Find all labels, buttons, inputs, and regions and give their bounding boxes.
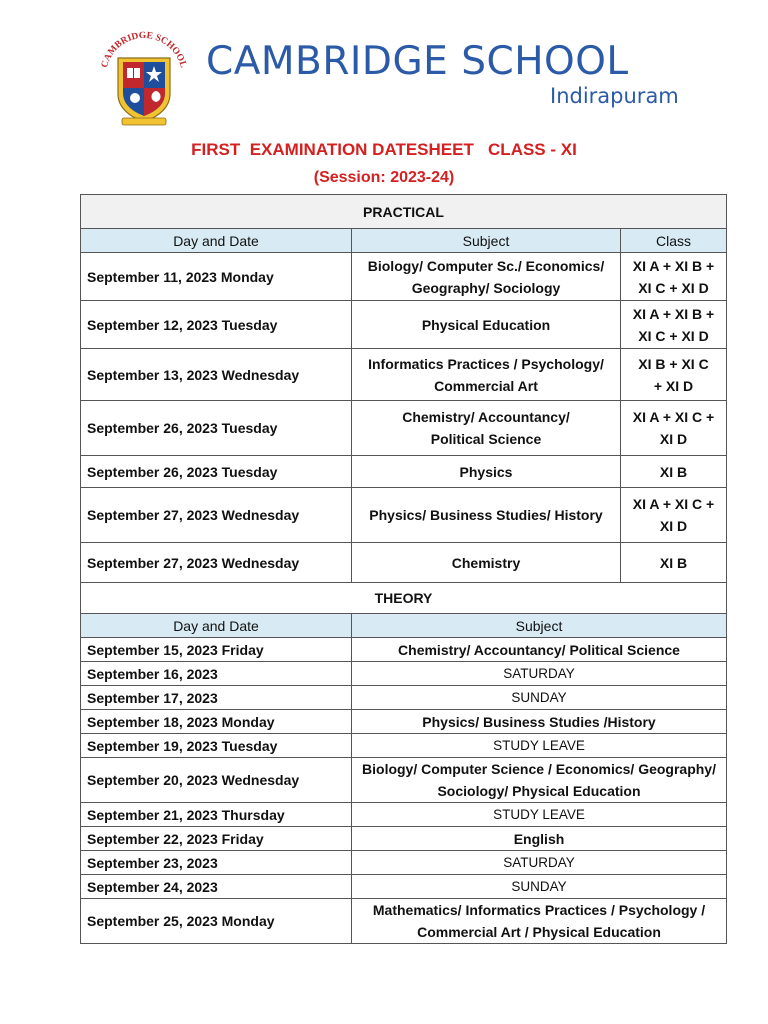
theory-subject [352,734,727,758]
practical-heading: PRACTICAL [81,195,727,229]
practical-col-2: Class [621,229,727,253]
theory-subject-line: STUDY LEAVE [493,806,585,822]
practical-subject-line: Chemistry [451,554,521,571]
theory-section-row [81,583,727,614]
theory-date: September 22, 2023 Friday [81,827,352,851]
practical-date: September 26, 2023 Tuesday [81,456,352,488]
theory-subject-line: STUDY LEAVE [493,737,585,753]
practical-subject [352,301,621,349]
theory-date: September 16, 2023 [81,662,352,686]
practical-class-line: XI A + XI C + [632,409,715,425]
theory-subject-line: SUNDAY [511,878,567,894]
practical-class [621,456,727,488]
practical-subject [352,253,621,301]
practical-date: September 11, 2023 Monday [81,253,352,301]
practical-class-line: XI B [659,554,688,571]
practical-class-line: XI C + XI D [638,327,709,344]
practical-class [621,253,727,301]
theory-subject [352,710,727,734]
table-row [81,488,727,543]
theory-date: September 20, 2023 Wednesday [81,758,352,803]
table-row [81,827,727,851]
table-row [81,803,727,827]
session-subtitle: (Session: 2023-24) [313,169,455,186]
practical-subject [352,401,621,456]
theory-date: September 23, 2023 [81,851,352,875]
practical-subject-line: Informatics Practices / Psychology/ [368,355,604,372]
practical-class-line: + XI D [653,377,694,394]
theory-column-header [81,614,727,638]
practical-class-line: XI B + XI C [638,355,709,372]
theory-subject-line: Chemistry/ Accountancy/ Political Science [398,641,680,658]
theory-subject-line: Commercial Art / Physical Education [417,924,661,940]
theory-subject [352,875,727,899]
school-location: Indirapuram [550,84,679,108]
theory-date: September 15, 2023 Friday [81,638,352,662]
theory-subject-line: SATURDAY [503,854,575,870]
practical-class [621,488,727,543]
theory-subject-line: English [513,830,565,847]
practical-col-1: Subject [352,229,621,253]
practical-subject [352,456,621,488]
theory-col-0: Day and Date [81,614,352,638]
practical-section-row [81,195,727,229]
practical-class-line: XI B [659,463,688,480]
practical-date: September 12, 2023 Tuesday [81,301,352,349]
page-title: FIRST EXAMINATION DATESHEET CLASS - XI [191,140,577,159]
table-row [81,543,727,583]
theory-date: September 21, 2023 Thursday [81,803,352,827]
practical-subject [352,543,621,583]
practical-class-line: XI D [659,431,688,447]
page-header [0,0,768,186]
practical-subject [352,488,621,543]
theory-heading: THEORY [81,583,727,614]
practical-date: September 13, 2023 Wednesday [81,349,352,401]
table-row [81,734,727,758]
theory-subject [352,758,727,803]
practical-class-line: XI D [659,518,688,534]
school-crest-logo [96,30,192,130]
practical-column-header [81,229,727,253]
theory-date: September 18, 2023 Monday [81,710,352,734]
theory-col-1: Subject [352,614,727,638]
practical-class-line: XI A + XI B + [632,257,715,274]
practical-class [621,543,727,583]
table-row [81,456,727,488]
theory-date: September 17, 2023 [81,686,352,710]
theory-subject [352,851,727,875]
practical-subject [352,349,621,401]
theory-subject [352,827,727,851]
practical-subject-line: Commercial Art [434,377,538,394]
practical-class-line: XI C + XI D [638,279,709,296]
theory-subject-line: Mathematics/ Informatics Practices / Psychology / [372,902,706,918]
datesheet-table [80,194,727,944]
practical-subject-line: Political Science [430,431,542,447]
table-row [81,349,727,401]
practical-subject-line: Physics [459,463,513,480]
practical-date: September 26, 2023 Tuesday [81,401,352,456]
table-row [81,401,727,456]
practical-subject-line: Geography/ Sociology [411,279,561,296]
practical-class-line: XI A + XI B + [632,305,715,322]
practical-date: September 27, 2023 Wednesday [81,488,352,543]
practical-subject-line: Physical Education [421,316,551,333]
theory-date: September 19, 2023 Tuesday [81,734,352,758]
practical-class-line: XI A + XI C + [632,496,715,512]
theory-subject-line: Sociology/ Physical Education [437,783,641,799]
theory-subject-line: Physics/ Business Studies /History [422,713,656,730]
theory-subject-line: SUNDAY [511,689,567,705]
theory-subject [352,899,727,944]
table-row [81,253,727,301]
practical-subject-line: Chemistry/ Accountancy/ [402,409,570,425]
table-row [81,758,727,803]
table-row [81,301,727,349]
table-row [81,875,727,899]
theory-subject [352,686,727,710]
table-row [81,686,727,710]
table-row [81,710,727,734]
table-row [81,851,727,875]
table-row [81,662,727,686]
theory-subject [352,638,727,662]
practical-col-0: Day and Date [81,229,352,253]
theory-subject-line: SATURDAY [503,665,575,681]
table-row [81,638,727,662]
table-row [81,899,727,944]
practical-subject-line: Physics/ Business Studies/ History [369,507,603,523]
school-name: CAMBRIDGE SCHOOL [206,39,629,84]
theory-date: September 24, 2023 [81,875,352,899]
theory-subject-line: Biology/ Computer Science / Economics/ Geography/ [362,761,716,777]
practical-class [621,349,727,401]
theory-date: September 25, 2023 Monday [81,899,352,944]
theory-subject [352,803,727,827]
practical-class [621,301,727,349]
practical-date: September 27, 2023 Wednesday [81,543,352,583]
theory-subject [352,662,727,686]
practical-class [621,401,727,456]
svg-text:CAMBRIDGE SCHOOL: CAMBRIDGE SCHOOL [99,30,189,69]
practical-subject-line: Biology/ Computer Sc./ Economics/ [367,257,605,274]
